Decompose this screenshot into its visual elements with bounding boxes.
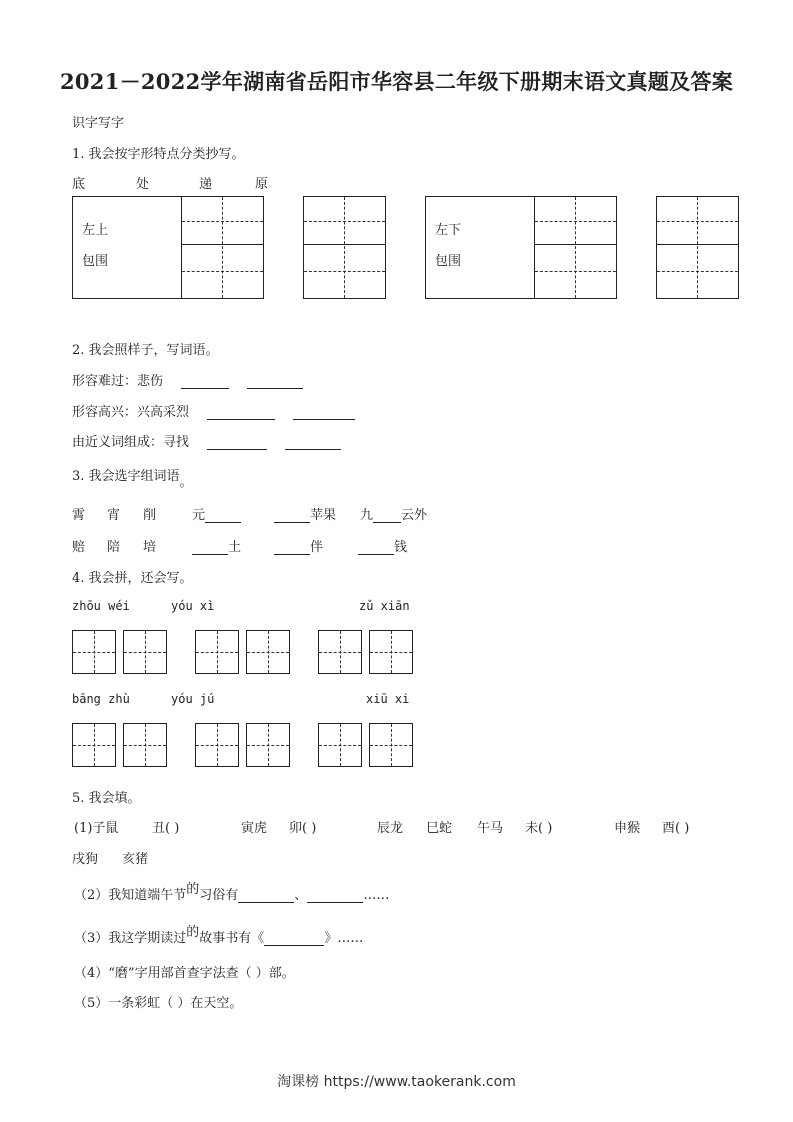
q3-item-yuan: 元 [192,508,206,523]
box1-label-line2: 包围 [82,254,109,269]
q3-row2-item-2 [274,536,323,555]
q1-char-2: 处 [136,177,150,192]
q3-blank-5[interactable] [274,540,310,555]
tianzige-box[interactable] [369,630,413,674]
page-title: 2021－2022学年湖南省岳阳市华容县二年级下册期末语文真题及答案 [59,69,734,94]
q3-row2-item-3 [358,536,407,555]
footer-watermark: 淘课榜 https://www.taokerank.com [277,1074,516,1090]
q5-item1-a: (1)子鼠 [74,821,119,836]
q3-blank-4[interactable] [192,540,228,555]
q2-row-1-blank-2[interactable] [247,374,303,389]
q3-row1-item-1 [192,504,241,523]
q1-char-3: 递 [199,177,213,192]
q2-row-2-blank-1[interactable] [207,405,275,420]
q2-prompt: 2. 我会照样子，写词语。 [72,343,219,358]
q5-item1-j: 酉( ) [662,821,690,836]
q2-row-1 [72,370,303,389]
tianzige-box[interactable] [72,723,116,767]
q5-item2-blank-2[interactable] [307,888,363,903]
q5-item1-h: 未( ) [525,821,553,836]
writing-box-2[interactable] [303,196,386,299]
q3-item-yunwai: 云外 [401,508,428,523]
q2-row-2 [72,401,355,420]
q5-item1-i: 申猴 [614,821,641,836]
q3-row1-char-3: 削 [143,508,157,523]
q3-blank-3[interactable] [373,508,401,523]
q4-pinyin-1: zhōu wéi [72,599,130,613]
tianzige-box[interactable] [318,723,362,767]
q5-item2-sep: 、 [294,888,308,903]
q5-prompt: 5. 我会填。 [72,791,141,806]
q3-prompt-text: 3. 我会选字组词语 [72,469,180,484]
q5-item2-end: …… [363,888,390,903]
tianzige-box[interactable] [246,723,290,767]
q4-pinyin-4: bāng zhù [72,692,130,706]
q2-row-3-text: 由近义词组成：寻找 [72,435,190,450]
q2-row-1-blank-1[interactable] [181,374,229,389]
q5-item3-end: 》…… [324,931,364,946]
q2-row-3-blank-1[interactable] [207,435,267,450]
tianzige-box[interactable] [246,630,290,674]
box1-writing-grid[interactable] [181,197,263,298]
q2-row-3-blank-2[interactable] [285,435,341,450]
q3-blank-1[interactable] [205,508,241,523]
q5-item2-post: 习俗有 [199,888,239,903]
q5-item4: （4）“磨”字用部首查字法查（ ）部。 [74,966,295,981]
box2-label-line2: 包围 [435,254,462,269]
q4-pinyin-2: yóu xì [171,599,215,613]
q4-pinyin-3: zǔ xiān [359,599,410,613]
tianzige-box[interactable] [195,630,239,674]
tianzige-box[interactable] [318,630,362,674]
q3-item-pingguo: 苹果 [310,508,337,523]
q5-item1-f: 巳蛇 [426,821,453,836]
q2-row-3 [72,431,341,450]
section-heading: 识字写字 [72,116,125,131]
q1-char-4: 原 [255,177,269,192]
q5-item2-de: 的 [186,882,200,897]
box1-label-line1: 左上 [82,223,109,238]
q3-row2-item-1 [192,536,241,555]
tianzige-box[interactable] [72,630,116,674]
tianzige-box[interactable] [369,723,413,767]
q5-item1-c: 寅虎 [241,821,268,836]
q5-item1-e: 辰龙 [377,821,404,836]
q5-item3-de: 的 [186,925,200,940]
tianzige-box[interactable] [123,723,167,767]
q3-row1-item-2 [274,504,336,523]
q3-row2-char-2: 陪 [107,540,121,555]
q4-prompt: 4. 我会拼，还会写。 [72,571,193,586]
q4-pinyin-5: yóu jú [171,692,215,706]
classify-box-left-top [72,196,264,299]
q3-prompt-dot: 。 [179,475,193,490]
q5-item3-post: 故事书有《 [199,931,265,946]
q5-item2-pre: （2）我知道端午节 [74,888,187,903]
q3-item-qian: 钱 [394,540,408,555]
q3-row2-char-1: 赔 [72,540,86,555]
box2-label-line1: 左下 [435,223,462,238]
q5-item1-k: 戌狗 [72,852,99,867]
classify-box-left-bottom [425,196,617,299]
q3-row1-char-2: 宵 [107,508,121,523]
q2-row-1-text: 形容难过：悲伤 [72,374,164,389]
q5-item2 [74,884,389,903]
q5-item3-blank[interactable] [264,931,324,946]
tianzige-box[interactable] [123,630,167,674]
q4-pinyin-6: xiū xi [366,692,410,706]
q3-item-ban: 伴 [310,540,324,555]
q1-char-1: 底 [72,177,86,192]
q5-item2-blank-1[interactable] [238,888,294,903]
q2-row-2-text: 形容高兴：兴高采烈 [72,405,190,420]
q3-row2-char-3: 培 [143,540,157,555]
q5-item1-b: 丑( ) [152,821,180,836]
q3-item-jiu: 九 [360,508,374,523]
q5-item1-d: 卯( ) [289,821,317,836]
q3-blank-2[interactable] [274,508,310,523]
box3-writing-grid[interactable] [534,197,616,298]
q5-item1-g: 午马 [477,821,504,836]
q3-row1-item-3 [360,504,427,523]
q5-item1-l: 亥猪 [122,852,149,867]
q3-row1-char-1: 霄 [72,508,86,523]
q5-item3 [74,927,363,946]
q2-row-2-blank-2[interactable] [293,405,355,420]
q3-prompt [72,465,193,490]
q3-blank-6[interactable] [358,540,394,555]
q5-item5: （5）一条彩虹（ ）在天空。 [74,996,243,1011]
q1-prompt: 1. 我会按字形特点分类抄写。 [72,147,245,162]
tianzige-box[interactable] [195,723,239,767]
q3-item-tu: 土 [228,540,242,555]
writing-box-4[interactable] [656,196,739,299]
q5-item3-pre: （3）我这学期读过 [74,931,187,946]
